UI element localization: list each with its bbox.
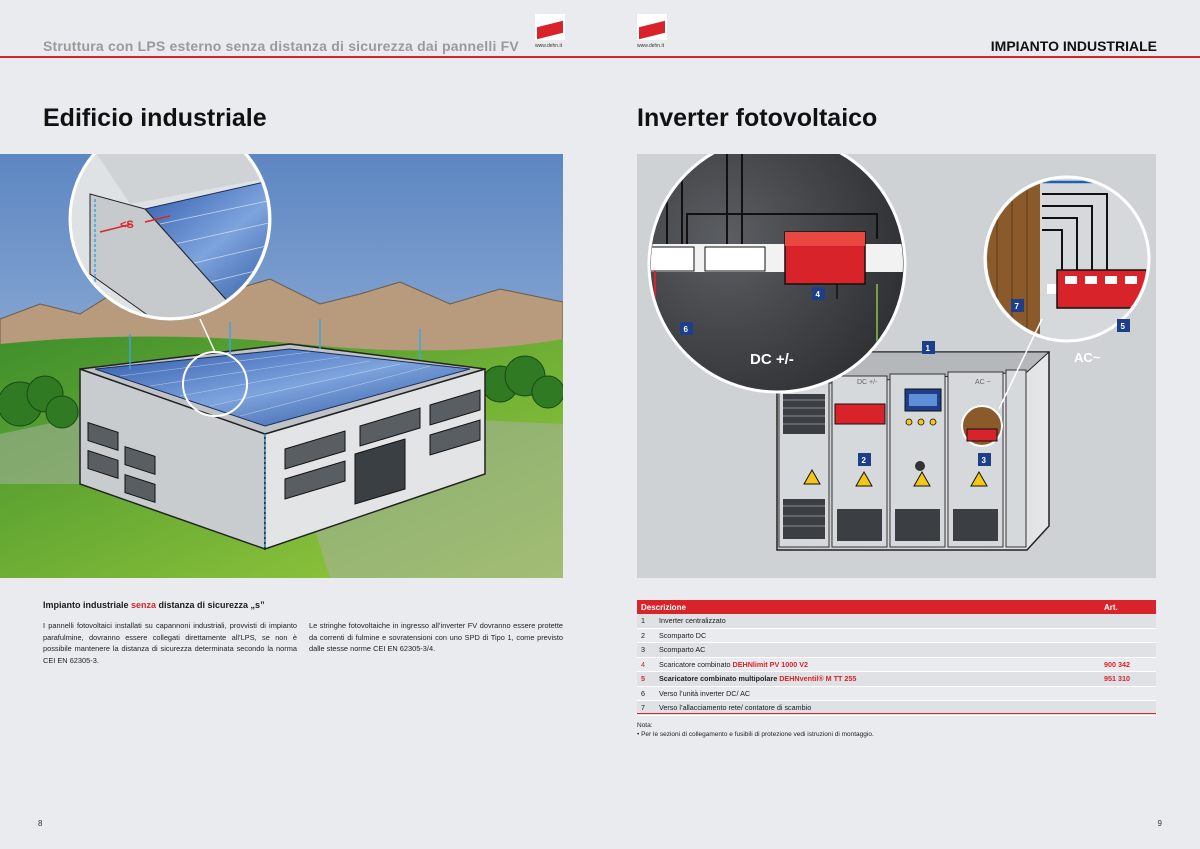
svg-text:7: 7 (1014, 302, 1019, 311)
left-page-title: Edificio industriale (43, 104, 267, 132)
industrial-building-illustration (0, 154, 563, 578)
row-art (1100, 643, 1156, 658)
row-num: 4 (637, 657, 655, 672)
badge-7 (1011, 299, 1024, 312)
svg-text:6: 6 (683, 325, 688, 334)
left-subhead (43, 600, 265, 610)
row-num: 5 (637, 672, 655, 687)
row-desc: Scomparto AC (655, 643, 1100, 658)
row-art (1100, 686, 1156, 701)
note-block (637, 721, 874, 739)
table-row (637, 657, 1156, 672)
dehn-logo-left (535, 14, 569, 52)
right-page-number: 9 (1157, 819, 1162, 828)
ac-label: AC~ (1074, 350, 1101, 365)
table-header-desc: Descrizione (637, 600, 1100, 614)
subhead-highlight: senza (131, 600, 157, 610)
left-header: Struttura con LPS esterno senza distanza di sicurezza dai pannelli FV (43, 38, 519, 54)
row-desc: Inverter centralizzato (655, 614, 1100, 628)
dc-small-label: DC +/- (857, 379, 878, 386)
row-num: 1 (637, 614, 655, 628)
dehn-logo-right (637, 14, 671, 52)
row-num: 7 (637, 701, 655, 716)
svg-text:5: 5 (1120, 322, 1125, 331)
row-num: 3 (637, 643, 655, 658)
table-end-rule (637, 713, 1156, 714)
left-page-number: 8 (38, 819, 43, 828)
row-desc: Verso l’allacciamento rete/ contatore di scambio (655, 701, 1100, 716)
building-svg (0, 154, 563, 578)
dc-label: DC +/- (750, 351, 794, 368)
row-art: 951 310 (1100, 672, 1156, 687)
note-title: Nota: (637, 722, 653, 729)
left-header-rule (0, 56, 600, 58)
left-paragraph-2: Le stringhe fotovoltaiche in ingresso all’inverter FV dovranno essere protette da correnti di fulmine e sovratensioni con uno SPD di Tipo 1, come previsto dalle stesse norme CEI EN 62305-3/4. (309, 621, 563, 653)
subhead-prefix: Impianto industriale (43, 600, 132, 610)
inverter-illustration (637, 154, 1156, 578)
table-row (637, 643, 1156, 658)
row-desc: Scaricatore combinato DEHNlimit PV 1000 V2 (655, 657, 1100, 672)
badge-5 (1117, 319, 1130, 332)
row-art (1100, 614, 1156, 628)
logo-url-right: www.dehn.it (637, 43, 664, 49)
table-row (637, 614, 1156, 628)
badge-3 (978, 453, 991, 466)
svg-text:3: 3 (981, 456, 986, 465)
distance-label: <S (120, 219, 134, 231)
badge-4 (812, 287, 825, 300)
table-header-art: Art. (1100, 600, 1156, 614)
row-desc: Scaricatore combinato multipolare DEHNventil® M TT 255 (655, 672, 1100, 687)
row-num: 6 (637, 686, 655, 701)
left-paragraph-1: I pannelli fotovoltaici installati su capannoni industriali, provvisti di impianto parafulmine, dovranno essere collegati direttamente all’LPS, se non è possibile mantenere la distanza di sicurezza determinata secondo la norma CEI EN 62305-3. (43, 621, 297, 665)
row-num: 2 (637, 628, 655, 643)
right-header-rule (600, 56, 1200, 58)
table-row (637, 672, 1156, 687)
description-table (637, 600, 1156, 716)
svg-text:2: 2 (861, 456, 866, 465)
right-page-title: Inverter fotovoltaico (637, 104, 878, 132)
row-art (1100, 628, 1156, 643)
svg-text:1: 1 (925, 344, 930, 353)
row-desc: Scomparto DC (655, 628, 1100, 643)
subhead-suffix: distanza di sicurezza „s” (156, 600, 265, 610)
ac-small-label: AC ~ (975, 379, 991, 386)
svg-text:4: 4 (815, 290, 820, 299)
badge-2 (858, 453, 871, 466)
note-text: • Per le sezioni di collegamento e fusibili di protezione vedi istruzioni di montaggio. (637, 731, 874, 738)
logo-url-left: www.dehn.it (535, 43, 562, 49)
right-header: IMPIANTO INDUSTRIALE (990, 38, 1157, 54)
badge-1 (922, 341, 935, 354)
table-row (637, 628, 1156, 643)
row-desc: Verso l’unità inverter DC/ AC (655, 686, 1100, 701)
row-art: 900 342 (1100, 657, 1156, 672)
table-row (637, 686, 1156, 701)
inverter-svg (637, 154, 1156, 578)
right-page (600, 0, 1200, 849)
table-header-row (637, 600, 1156, 614)
badge-6 (680, 322, 693, 335)
